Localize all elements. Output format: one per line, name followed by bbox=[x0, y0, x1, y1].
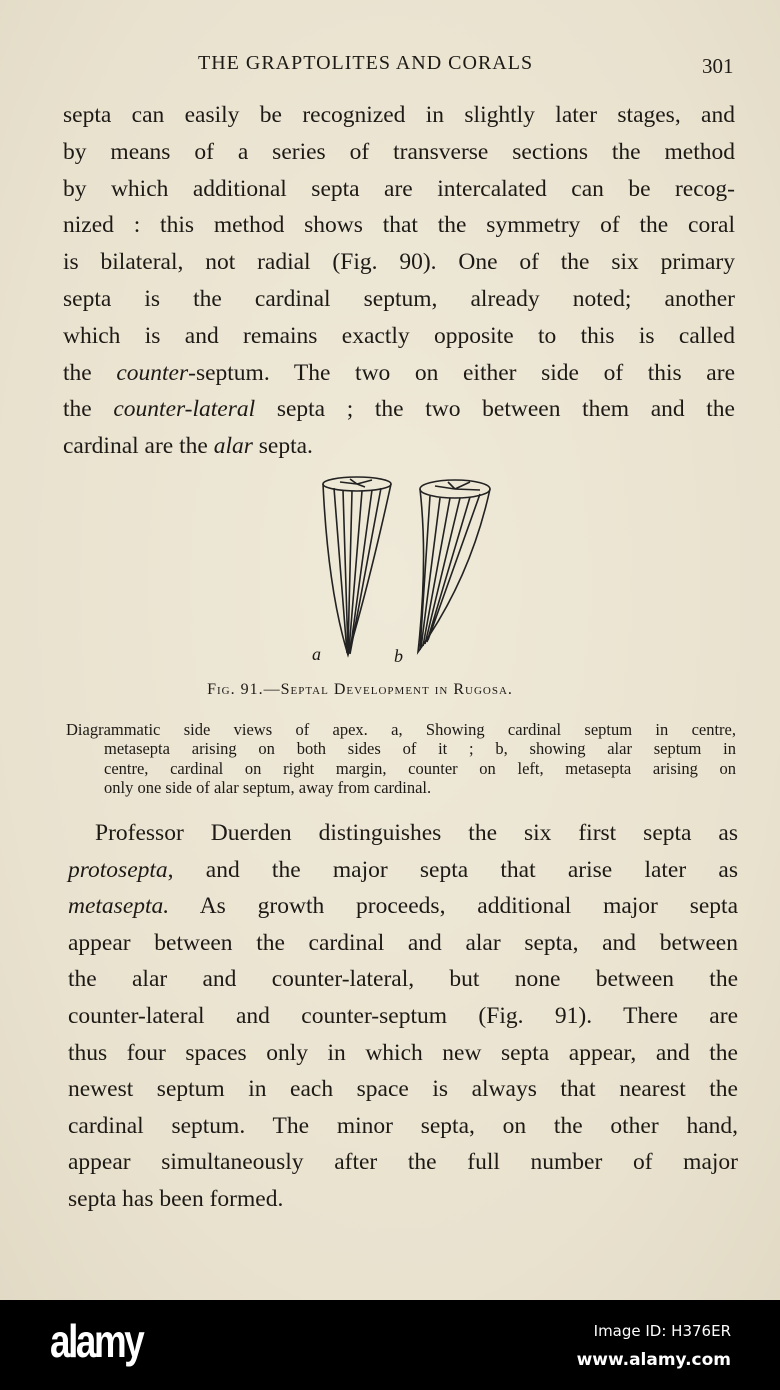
caption-line: Diagrammatic side views of apex. a, Showing cardinal septum in centre, bbox=[66, 720, 736, 739]
text-segment: -septum. The two on either side of this are bbox=[188, 359, 735, 386]
text-segment: thus four spaces only in which new septa appear, and the bbox=[68, 1039, 738, 1066]
caption-line: only one side of alar septum, away from cardinal. bbox=[104, 778, 432, 797]
caption-line: metasepta arising on both sides of it ; b, showing alar septum in bbox=[104, 739, 736, 758]
text-segment: is bilateral, not radial (Fig. 90). One of the six primary bbox=[63, 249, 735, 276]
text-segment: counter-lateral and counter-septum (Fig. 91). There are bbox=[68, 1003, 738, 1029]
text-line bbox=[63, 394, 735, 424]
text-line bbox=[68, 1074, 738, 1104]
italic-term: counter bbox=[116, 359, 189, 386]
text-line bbox=[63, 174, 735, 204]
text-line bbox=[68, 891, 738, 921]
text-segment: Professor Duerden distinguishes the six first septa as bbox=[95, 820, 738, 846]
text-line bbox=[63, 284, 735, 314]
text-segment: septa. bbox=[252, 433, 313, 460]
text-segment: septa ; the two between them and the bbox=[255, 396, 735, 423]
text-line bbox=[68, 964, 738, 994]
text-segment: cardinal septum. The minor septa, on the other hand, bbox=[68, 1112, 738, 1139]
text-segment: the bbox=[63, 396, 114, 423]
text-line bbox=[68, 1147, 738, 1177]
text-line bbox=[63, 210, 735, 240]
text-segment: septa is the cardinal septum, already noted; another bbox=[63, 286, 735, 312]
alamy-logo: alamy bbox=[50, 1315, 143, 1367]
text-line bbox=[68, 1184, 738, 1214]
text-segment: by which additional septa are intercalated can be recog- bbox=[63, 175, 735, 202]
watermark-url: www.alamy.com bbox=[576, 1350, 731, 1370]
text-line bbox=[63, 358, 735, 388]
text-line bbox=[63, 321, 735, 351]
italic-term: protosepta bbox=[68, 856, 168, 883]
italic-term: alar bbox=[213, 433, 253, 460]
text-segment: appear simultaneously after the full number of major bbox=[68, 1149, 738, 1176]
text-segment: cardinal are the bbox=[63, 433, 214, 460]
coral-a bbox=[323, 477, 391, 655]
caption-line: centre, cardinal on right margin, counter on left, metasepta arising on bbox=[104, 759, 736, 778]
text-line bbox=[68, 1038, 738, 1068]
text-line bbox=[68, 928, 738, 958]
running-title: THE GRAPTOLITES AND CORALS bbox=[198, 52, 534, 74]
italic-term: counter-lateral bbox=[113, 396, 256, 423]
text-line bbox=[63, 247, 735, 277]
text-segment: which is and remains exactly opposite to this is called bbox=[63, 322, 735, 349]
text-segment: nized : this method shows that the symmetry of the coral bbox=[63, 212, 735, 239]
text-line bbox=[63, 431, 735, 461]
text-segment: septa can easily be recognized in slightly later stages, and bbox=[63, 102, 735, 128]
text-line bbox=[63, 137, 735, 167]
text-line bbox=[63, 100, 735, 130]
text-segment: the alar and counter-lateral, but none between the bbox=[68, 966, 738, 993]
label-b: b bbox=[394, 646, 403, 666]
page-number: 301 bbox=[702, 54, 734, 78]
text-line bbox=[68, 1001, 738, 1031]
label-a: a bbox=[312, 644, 321, 664]
text-segment: As growth proceeds, additional major septa bbox=[169, 893, 738, 920]
text-line bbox=[95, 818, 738, 848]
text-segment: the bbox=[63, 359, 117, 386]
figure-title: Fig. 91.—Septal Development in Rugosa. bbox=[207, 681, 513, 698]
coral-diagram bbox=[310, 470, 510, 670]
text-segment: newest septum in each space is always that nearest the bbox=[68, 1076, 738, 1103]
text-line bbox=[68, 855, 738, 885]
text-segment: by means of a series of transverse sections the method bbox=[63, 138, 735, 165]
watermark-bar bbox=[0, 1300, 780, 1390]
text-segment: , and the major septa that arise later as bbox=[167, 856, 738, 883]
text-segment: appear between the cardinal and alar septa, and between bbox=[68, 929, 738, 956]
text-segment: septa has been formed. bbox=[68, 1186, 284, 1212]
italic-term: metasepta. bbox=[68, 893, 170, 920]
coral-b bbox=[418, 480, 490, 652]
figure-91 bbox=[310, 470, 510, 670]
image-id: Image ID: H376ER bbox=[593, 1322, 731, 1340]
text-line bbox=[68, 1111, 738, 1141]
